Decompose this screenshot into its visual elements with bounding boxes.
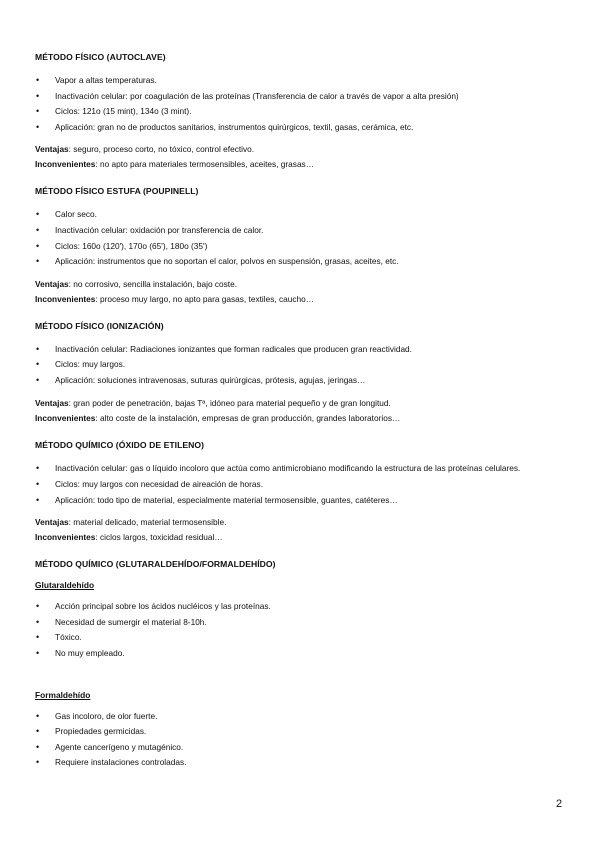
bullet-icon: • (36, 256, 40, 267)
ventajas-line (35, 396, 565, 411)
list-item (35, 724, 565, 740)
list-item-text: Inactivación celular: oxidación por transferencia de calor. (55, 224, 264, 235)
bullet-icon: • (36, 757, 40, 768)
ventajas-line (35, 277, 565, 292)
list-item (35, 357, 565, 373)
list-item-text: Aplicación: gran no de productos sanitarios, instrumentos quirúrgicos, textil, gasas, cerámica, etc. (55, 121, 414, 132)
bullet-icon: • (36, 106, 40, 117)
section-title: MÉTODO FÍSICO (IONIZACIÓN) (35, 320, 164, 331)
bullet-list (35, 342, 565, 389)
bullet-icon: • (36, 240, 40, 251)
section-glutaraldehido-formaldehido (35, 559, 565, 771)
list-item-text: Vapor a altas temperaturas. (55, 75, 157, 85)
bullet-list (35, 73, 565, 135)
list-item-text: Requiere instalaciones controladas. (55, 757, 187, 768)
ventajas-text: : no corrosivo, sencilla instalación, bajo coste. (68, 278, 237, 289)
section-oxido-etileno (35, 440, 565, 546)
inconvenientes-line (35, 157, 565, 172)
list-item (35, 104, 565, 120)
bullet-icon: • (36, 726, 40, 737)
list-item (35, 630, 565, 646)
ventajas-text: : gran poder de penetración, bajas Tª, idóneo para material pequeño y de gran longitud. (68, 397, 391, 408)
list-item-text: No muy empleado. (55, 648, 125, 658)
ventajas-line (35, 515, 565, 530)
list-item (35, 223, 565, 239)
inconvenientes-text: : no apto para materiales termosensibles, aceites, grasas… (95, 159, 314, 170)
list-item (35, 254, 565, 270)
bullet-icon: • (36, 359, 40, 370)
list-item (35, 477, 565, 493)
section-estufa (35, 186, 565, 306)
bullet-icon: • (36, 479, 40, 490)
ventajas-text: : material delicado, material termosensible. (68, 517, 227, 528)
section-title: MÉTODO FÍSICO (AUTOCLAVE) (35, 52, 166, 62)
subsection-title: Formaldehído (35, 689, 91, 700)
section-ionizacion (35, 321, 565, 426)
ventajas-line (35, 142, 565, 157)
list-item-text: Aplicación: instrumentos que no soportan el calor, polvos en suspensión, grasas, aceites, etc. (55, 256, 399, 267)
inconvenientes-label: Inconvenientes (35, 293, 96, 304)
bullet-icon: • (36, 224, 40, 235)
list-item-text: Gas incoloro, de olor fuerte. (55, 710, 158, 721)
list-item (35, 709, 565, 725)
bullet-icon: • (36, 741, 40, 752)
list-item-text: Ciclos: 160o (120'), 170o (65'), 180o (35') (55, 240, 208, 251)
inconvenientes-text: : ciclos largos, toxicidad residual… (95, 532, 223, 543)
list-item-text: Acción principal sobre los ácidos nucléicos y las proteínas. (55, 601, 271, 612)
ventajas-label: Ventajas (35, 278, 69, 289)
subsection-formaldehido (35, 690, 565, 771)
list-item-text: Inactivación celular: por coagulación de las proteínas (Transferencia de calor a través de vapor a alta presión) (55, 90, 459, 101)
ventajas-label: Ventajas (35, 144, 69, 155)
bullet-icon: • (36, 648, 40, 658)
inconvenientes-label: Inconvenientes (35, 412, 96, 423)
section-title: MÉTODO FÍSICO ESTUFA (POUPINELL) (35, 186, 199, 197)
list-item-text: Propiedades germicidas. (55, 726, 147, 737)
bullet-icon: • (36, 75, 40, 85)
bullet-icon: • (36, 462, 40, 473)
section-title: MÉTODO QUÍMICO (GLUTARALDEHÍDO/FORMALDEHÍDO) (35, 559, 276, 570)
inconvenientes-label: Inconvenientes (35, 532, 96, 543)
inconvenientes-line (35, 530, 565, 545)
list-item (35, 89, 565, 105)
subsection-glutaraldehido (35, 580, 565, 661)
bullet-icon: • (36, 209, 40, 220)
ventajas-label: Ventajas (35, 397, 69, 408)
list-item (35, 615, 565, 631)
bullet-icon: • (36, 374, 40, 385)
bullet-icon: • (36, 90, 40, 101)
section-autoclave (35, 52, 565, 172)
page-number: 2 (556, 798, 563, 810)
bullet-icon: • (36, 710, 40, 721)
bullet-list (35, 709, 565, 771)
inconvenientes-text: : proceso muy largo, no apto para gasas, textiles, caucho… (95, 293, 315, 304)
subsection-title: Glutaraldehído (35, 580, 95, 591)
list-item (35, 120, 565, 136)
list-item (35, 239, 565, 255)
ventajas-text: : seguro, proceso corto, no tóxico, control efectivo. (68, 144, 255, 155)
list-item (35, 493, 565, 509)
inconvenientes-text: : alto coste de la instalación, empresas de gran producción, grandes laboratorios… (95, 412, 401, 423)
list-item-text: Necesidad de sumergir el material 8-10h. (55, 616, 207, 627)
list-item-text: Aplicación: todo tipo de material, especialmente material termosensible, guantes, catéteres… (55, 494, 398, 505)
list-item-text: Inactivación celular: Radiaciones ionizantes que forman radicales que producen gran reactividad. (55, 343, 412, 354)
list-item-text: Tóxico. (55, 632, 82, 643)
list-item (35, 207, 565, 223)
inconvenientes-line (35, 411, 565, 426)
bullet-icon: • (36, 343, 40, 354)
bullet-icon: • (36, 632, 40, 643)
inconvenientes-line (35, 292, 565, 307)
list-item (35, 373, 565, 389)
list-item (35, 646, 565, 662)
list-item-text: Inactivación celular: gas o líquido incoloro que actúa como antimicrobiano modificando la estructura de las proteínas celulares. (55, 462, 521, 473)
list-item (35, 73, 565, 89)
document-page (35, 52, 565, 785)
section-title: MÉTODO QUÍMICO (ÓXIDO DE ETILENO) (35, 439, 205, 450)
bullet-list (35, 207, 565, 269)
bullet-icon: • (36, 121, 40, 132)
bullet-list (35, 599, 565, 661)
list-item (35, 740, 565, 756)
inconvenientes-label: Inconvenientes (35, 159, 96, 170)
list-item (35, 461, 565, 476)
bullet-icon: • (36, 616, 40, 627)
list-item (35, 599, 565, 615)
list-item-text: Aplicación: soluciones intravenosas, suturas quirúrgicas, prótesis, agujas, jeringas… (55, 374, 366, 385)
list-item (35, 342, 565, 358)
bullet-list (35, 461, 565, 509)
list-item (35, 755, 565, 771)
ventajas-label: Ventajas (35, 517, 69, 528)
bullet-icon: • (36, 494, 40, 505)
list-item-text: Ciclos: muy largos. (55, 359, 126, 370)
list-item-text: Ciclos: 121o (15 mint), 134o (3 mint). (55, 106, 192, 117)
bullet-icon: • (36, 601, 40, 612)
list-item-text: Ciclos: muy largos con necesidad de aireación de horas. (55, 479, 263, 490)
list-item-text: Calor seco. (55, 209, 97, 220)
list-item-text: Agente cancerígeno y mutagénico. (55, 741, 184, 752)
